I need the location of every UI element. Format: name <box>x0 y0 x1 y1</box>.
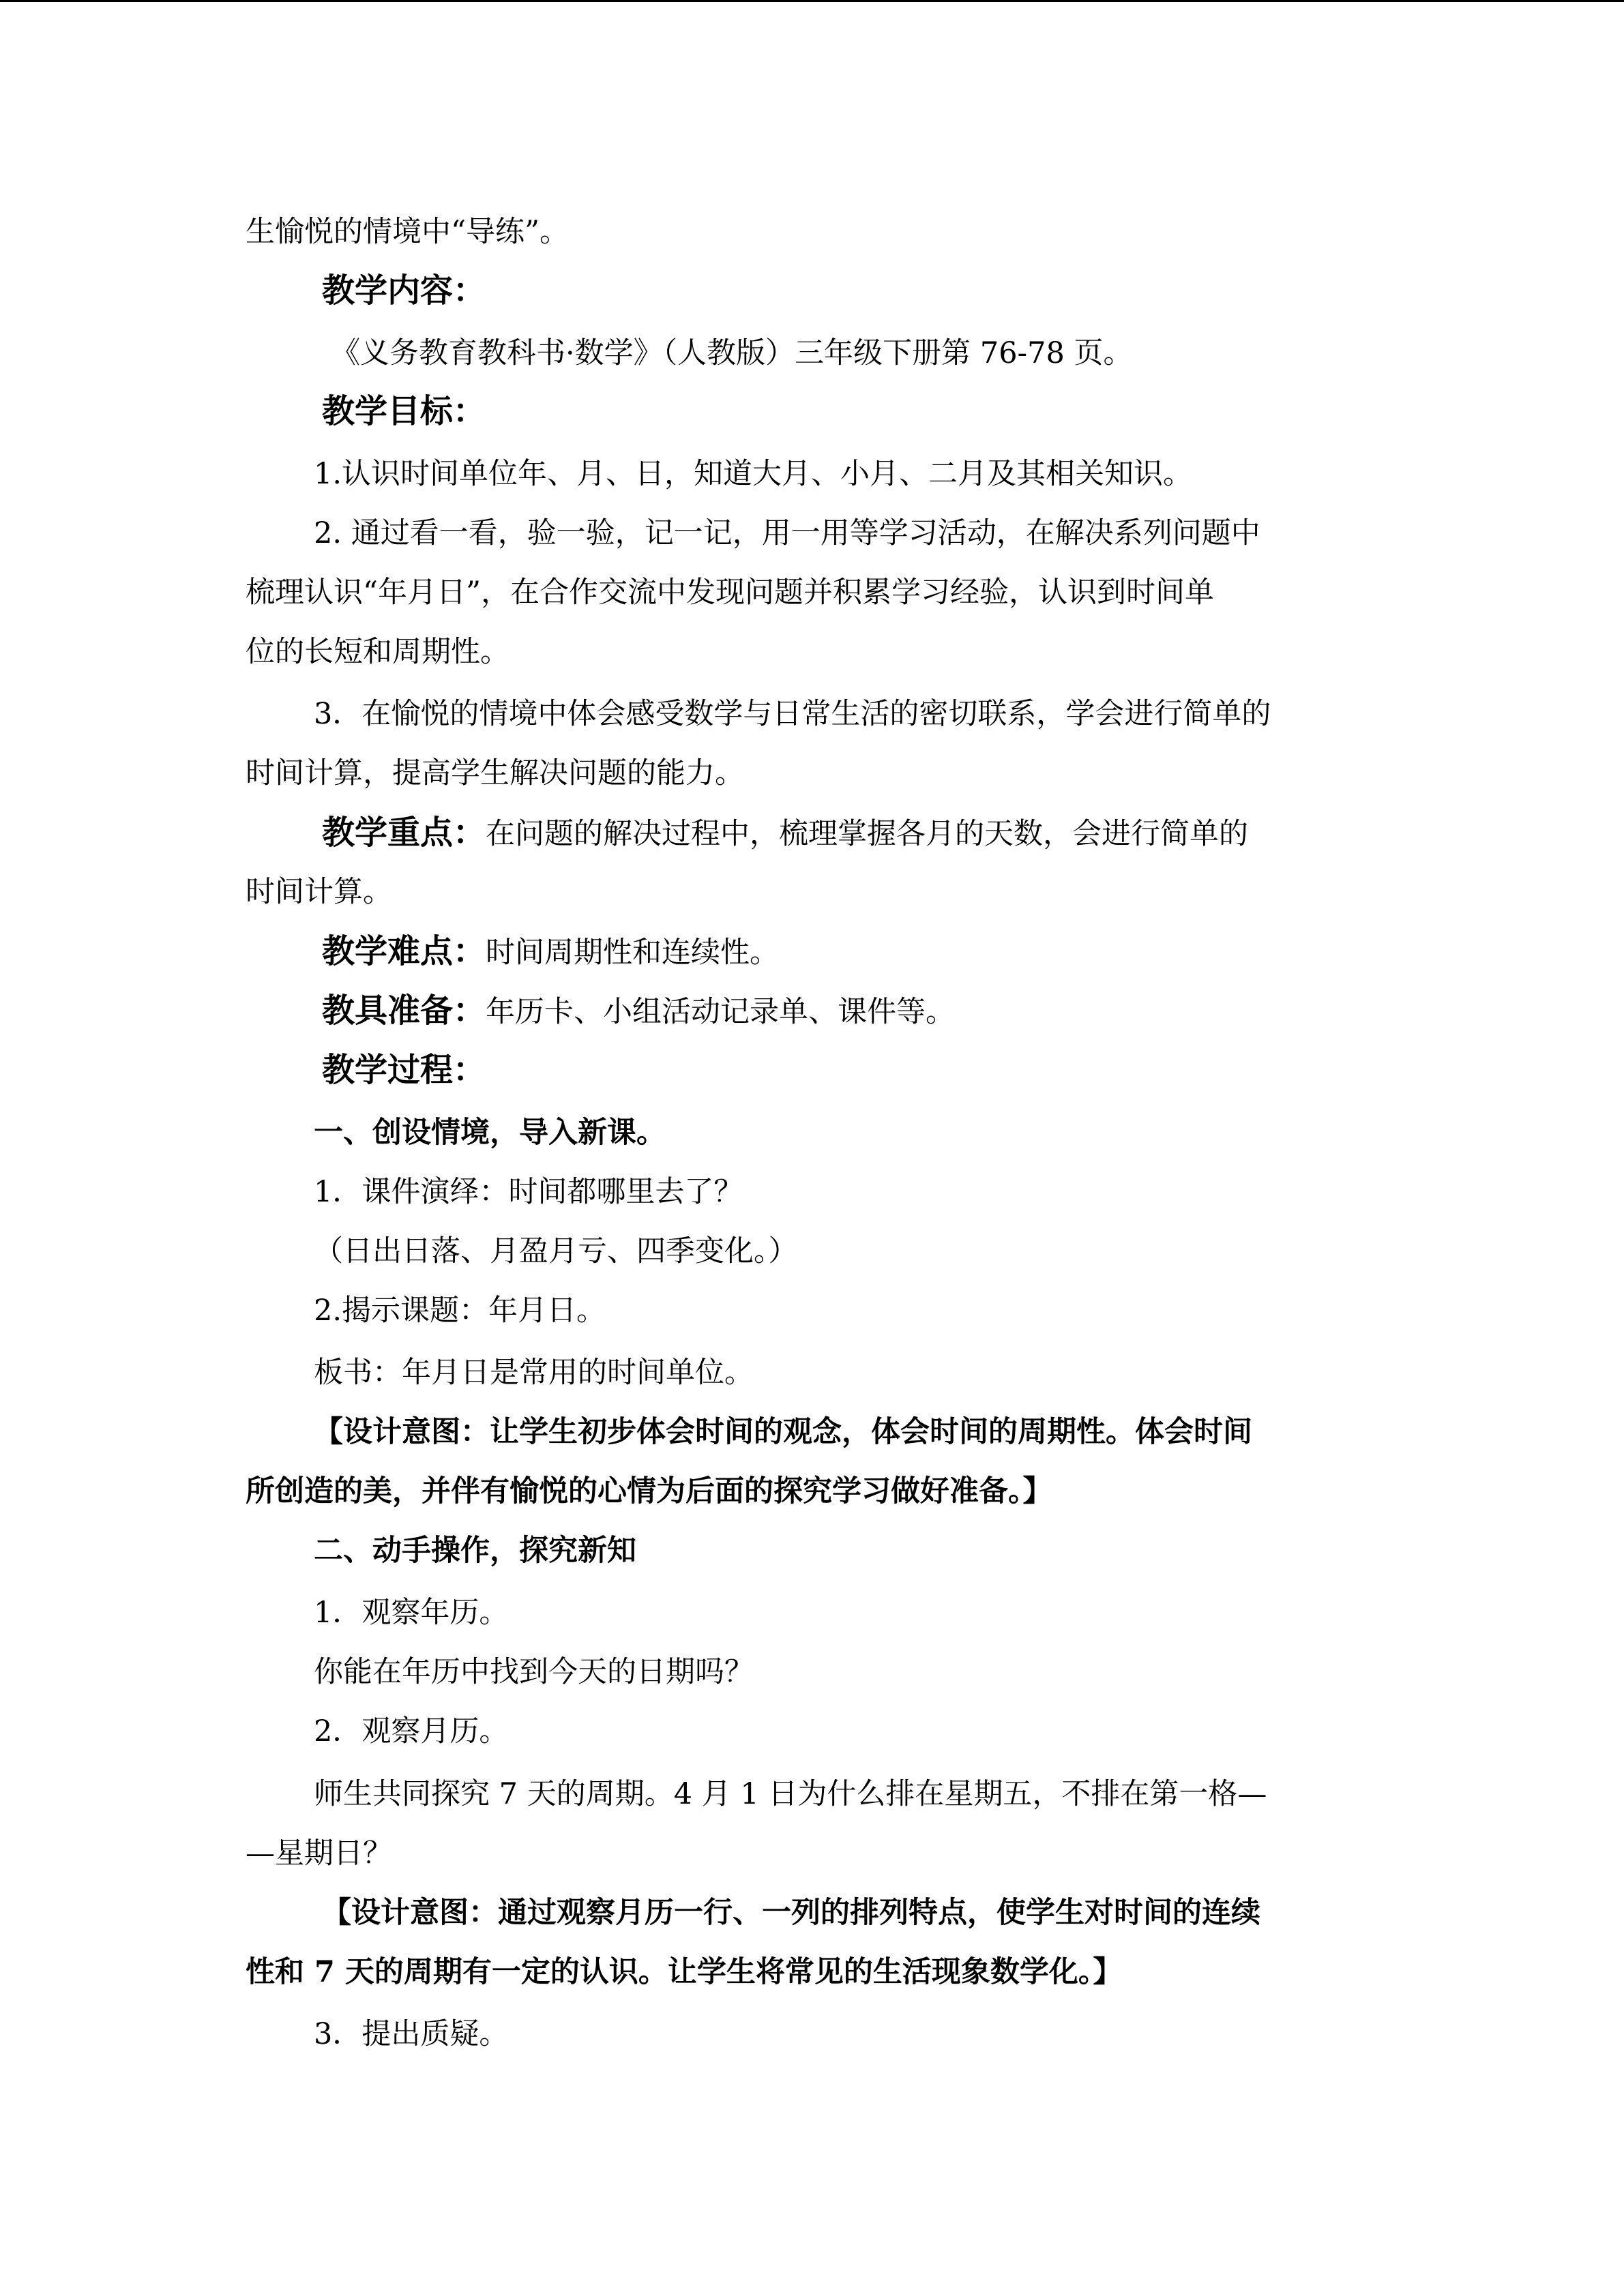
design-intent-1: 【设计意图：让学生初步体会时间的观念，体会时间的周期性。体会时间 <box>314 1415 1252 1449</box>
heading-teaching-process: 教学过程： <box>322 1051 486 1089</box>
heading-teaching-content: 教学内容： <box>322 271 486 310</box>
paragraph-line: 3．提出质疑。 <box>314 2017 509 2051</box>
paragraph-line: 梳理认识“年月日”，在合作交流中发现问题并积累学习经验，认识到时间单 <box>246 576 1214 610</box>
paragraph-line: 时间计算。 <box>246 875 392 909</box>
design-intent-2-cont: 性和 7 天的周期有一定的认识。让学生将常见的生活现象数学化。】 <box>246 1955 1123 1989</box>
design-intent-2: 【设计意图：通过观察月历一行、一列的排列特点，使学生对时间的连续 <box>322 1896 1260 1930</box>
paragraph-line: 生愉悦的情境中“导练”。 <box>246 215 569 249</box>
section-heading-1: 一、创设情境，导入新课。 <box>314 1116 666 1150</box>
paragraph-line: （日出日落、月盈月亏、四季变化。） <box>314 1234 798 1268</box>
difficulties-line <box>322 932 779 970</box>
paragraph-line: —星期日？ <box>246 1836 392 1870</box>
paragraph-line: 位的长短和周期性。 <box>246 635 510 669</box>
key-points-text: 在问题的解决过程中，梳理掌握各月的天数，会进行简单的 <box>486 817 1249 851</box>
paragraph-line: 板书：年月日是常用的时间单位。 <box>314 1356 754 1390</box>
difficulties-label: 教学难点： <box>322 932 486 970</box>
materials-line <box>322 992 955 1030</box>
paragraph-line: 你能在年历中找到今天的日期吗？ <box>314 1655 754 1689</box>
paragraph-line: 《义务教育教科书·数学》（人教版）三年级下册第 76-78 页。 <box>331 336 1133 370</box>
materials-text: 年历卡、小组活动记录单、课件等。 <box>486 995 956 1029</box>
goal-item-1: 1.认识时间单位年、月、日，知道大月、小月、二月及其相关知识。 <box>314 457 1193 491</box>
difficulties-text: 时间周期性和连续性。 <box>486 936 780 970</box>
paragraph-line: 师生共同探究 7 天的周期。4 月 1 日为什么排在星期五，不排在第一格— <box>314 1777 1267 1811</box>
goal-item-3: 3．在愉悦的情境中体会感受数学与日常生活的密切联系，学会进行简单的 <box>314 697 1271 731</box>
paragraph-line: 2.揭示课题：年月日。 <box>314 1294 606 1328</box>
materials-label: 教具准备： <box>322 992 486 1030</box>
paragraph-line: 1．课件演绎：时间都哪里去了？ <box>314 1175 743 1209</box>
page-top-border <box>0 0 1624 2</box>
paragraph-line: 1．观察年历。 <box>314 1596 509 1630</box>
paragraph-line: 时间计算，提高学生解决问题的能力。 <box>246 756 744 790</box>
section-heading-2: 二、动手操作，探究新知 <box>314 1534 636 1568</box>
paragraph-line: 2．观察月历。 <box>314 1714 509 1748</box>
heading-teaching-goals: 教学目标： <box>322 392 486 430</box>
key-points-line <box>322 814 1248 852</box>
key-points-label: 教学重点： <box>322 814 486 852</box>
design-intent-1-cont: 所创造的美，并伴有愉悦的心情为后面的探究学习做好准备。】 <box>246 1474 1052 1508</box>
goal-item-2: 2. 通过看一看，验一验，记一记，用一用等学习活动，在解决系列问题中 <box>314 516 1260 550</box>
